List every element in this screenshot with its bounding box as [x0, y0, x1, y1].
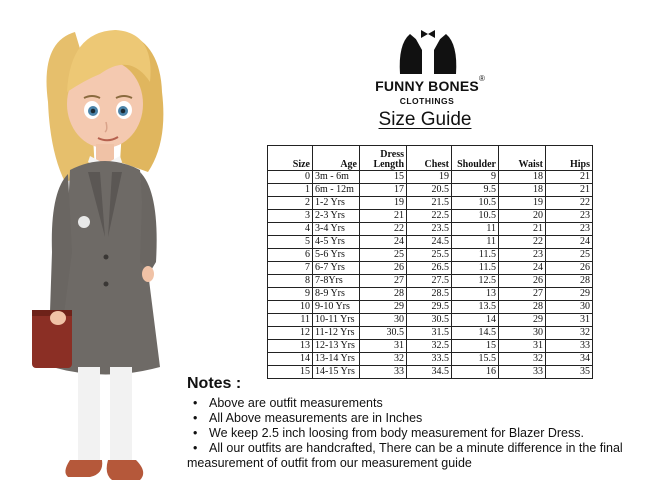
- table-cell: 12-13 Yrs: [313, 340, 360, 353]
- table-cell: 33.5: [407, 353, 452, 366]
- table-cell: 14: [268, 353, 313, 366]
- table-row: [268, 353, 593, 366]
- table-cell: 6: [268, 249, 313, 262]
- table-cell: 15.5: [452, 353, 499, 366]
- table-cell: 13: [452, 288, 499, 301]
- table-cell: 25.5: [407, 249, 452, 262]
- table-cell: 7-8Yrs: [313, 275, 360, 288]
- table-cell: 14: [452, 314, 499, 327]
- table-cell: 31: [360, 340, 407, 353]
- table-header-row: [268, 146, 593, 171]
- table-cell: 24: [499, 262, 546, 275]
- table-cell: 1-2 Yrs: [313, 197, 360, 210]
- table-row: [268, 327, 593, 340]
- table-row: [268, 171, 593, 184]
- table-cell: 18: [499, 184, 546, 197]
- table-cell: 17: [360, 184, 407, 197]
- table-cell: 31: [546, 314, 593, 327]
- table-cell: 29.5: [407, 301, 452, 314]
- table-row: [268, 210, 593, 223]
- registered-mark: ®: [479, 74, 485, 83]
- table-cell: 15: [452, 340, 499, 353]
- table-cell: 32: [499, 353, 546, 366]
- table-cell: 30: [499, 327, 546, 340]
- table-cell: 11: [268, 314, 313, 327]
- table-cell: 31.5: [407, 327, 452, 340]
- table-cell: 29: [360, 301, 407, 314]
- table-cell: 35: [546, 366, 593, 379]
- table-row: [268, 197, 593, 210]
- table-cell: 14-15 Yrs: [313, 366, 360, 379]
- table-cell: 28: [360, 288, 407, 301]
- table-cell: 27: [499, 288, 546, 301]
- table-cell: 12: [268, 327, 313, 340]
- table-cell: 23: [546, 223, 593, 236]
- table-cell: 22.5: [407, 210, 452, 223]
- table-cell: 10.5: [452, 210, 499, 223]
- table-cell: 15: [268, 366, 313, 379]
- table-cell: 32.5: [407, 340, 452, 353]
- table-cell: 15: [360, 171, 407, 184]
- table-cell: 33: [546, 340, 593, 353]
- table-cell: 22: [546, 197, 593, 210]
- table-cell: 10.5: [452, 197, 499, 210]
- table-cell: 5-6 Yrs: [313, 249, 360, 262]
- table-cell: 6m - 12m: [313, 184, 360, 197]
- table-row: [268, 366, 593, 379]
- size-chart-table: [267, 145, 593, 379]
- table-cell: 8-9 Yrs: [313, 288, 360, 301]
- girl-in-blazer-illustration: [20, 22, 190, 488]
- table-cell: 13-14 Yrs: [313, 353, 360, 366]
- table-cell: 10-11 Yrs: [313, 314, 360, 327]
- notes-list: [187, 396, 642, 471]
- table-cell: 30.5: [360, 327, 407, 340]
- table-row: [268, 184, 593, 197]
- table-cell: 11.5: [452, 262, 499, 275]
- header-size: Size: [268, 146, 313, 171]
- table-cell: 12.5: [452, 275, 499, 288]
- header-shoulder: Shoulder: [452, 146, 499, 171]
- table-cell: 0: [268, 171, 313, 184]
- table-cell: 9-10 Yrs: [313, 301, 360, 314]
- table-cell: 19: [407, 171, 452, 184]
- table-cell: 6-7 Yrs: [313, 262, 360, 275]
- table-cell: 25: [360, 249, 407, 262]
- header-hips: Hips: [546, 146, 593, 171]
- table-cell: 30: [360, 314, 407, 327]
- table-cell: 8: [268, 275, 313, 288]
- table-row: [268, 275, 593, 288]
- table-cell: 2-3 Yrs: [313, 210, 360, 223]
- table-cell: 28: [546, 275, 593, 288]
- table-cell: 3m - 6m: [313, 171, 360, 184]
- table-cell: 22: [499, 236, 546, 249]
- table-cell: 4: [268, 223, 313, 236]
- table-cell: 19: [360, 197, 407, 210]
- header-chest: Chest: [407, 146, 452, 171]
- table-cell: 19: [499, 197, 546, 210]
- table-cell: 22: [360, 223, 407, 236]
- table-row: [268, 249, 593, 262]
- table-cell: 29: [546, 288, 593, 301]
- table-cell: 25: [546, 249, 593, 262]
- table-cell: 11: [452, 223, 499, 236]
- table-row: [268, 223, 593, 236]
- note-item: • All Above measurements are in Inches: [187, 411, 642, 426]
- table-row: [268, 236, 593, 249]
- table-cell: 16: [452, 366, 499, 379]
- notes-title: Notes :: [187, 375, 242, 392]
- table-cell: 13.5: [452, 301, 499, 314]
- size-chart-body: [268, 171, 593, 379]
- table-cell: 11-12 Yrs: [313, 327, 360, 340]
- table-cell: 27: [360, 275, 407, 288]
- table-cell: 29: [499, 314, 546, 327]
- table-cell: 28: [499, 301, 546, 314]
- funny-bones-logo: [388, 16, 468, 76]
- table-cell: 32: [360, 353, 407, 366]
- table-cell: 20: [499, 210, 546, 223]
- table-cell: 14.5: [452, 327, 499, 340]
- table-cell: 2: [268, 197, 313, 210]
- table-cell: 21: [546, 184, 593, 197]
- table-cell: 26: [499, 275, 546, 288]
- table-cell: 34.5: [407, 366, 452, 379]
- table-cell: 9: [268, 288, 313, 301]
- table-cell: 9: [452, 171, 499, 184]
- table-cell: 31: [499, 340, 546, 353]
- table-cell: 21: [499, 223, 546, 236]
- table-cell: 32: [546, 327, 593, 340]
- table-cell: 24.5: [407, 236, 452, 249]
- table-cell: 5: [268, 236, 313, 249]
- table-cell: 21.5: [407, 197, 452, 210]
- table-cell: 9.5: [452, 184, 499, 197]
- table-cell: 21: [360, 210, 407, 223]
- table-cell: 33: [499, 366, 546, 379]
- table-cell: 3-4 Yrs: [313, 223, 360, 236]
- table-cell: 13: [268, 340, 313, 353]
- table-cell: 1: [268, 184, 313, 197]
- table-cell: 30: [546, 301, 593, 314]
- table-cell: 26: [546, 262, 593, 275]
- table-cell: 28.5: [407, 288, 452, 301]
- header-age: Age: [313, 146, 360, 171]
- table-cell: 11.5: [452, 249, 499, 262]
- table-cell: 33: [360, 366, 407, 379]
- table-cell: 24: [360, 236, 407, 249]
- table-cell: 10: [268, 301, 313, 314]
- table-cell: 26.5: [407, 262, 452, 275]
- table-cell: 3: [268, 210, 313, 223]
- table-cell: 23: [546, 210, 593, 223]
- table-cell: 34: [546, 353, 593, 366]
- table-cell: 30.5: [407, 314, 452, 327]
- note-item: • Above are outfit measurements: [187, 396, 642, 411]
- table-cell: 24: [546, 236, 593, 249]
- table-cell: 27.5: [407, 275, 452, 288]
- note-item: • We keep 2.5 inch loosing from body measurement for Blazer Dress.: [187, 426, 642, 441]
- table-cell: 18: [499, 171, 546, 184]
- table-row: [268, 262, 593, 275]
- table-cell: 23: [499, 249, 546, 262]
- table-row: [268, 301, 593, 314]
- table-cell: 21: [546, 171, 593, 184]
- table-cell: 23.5: [407, 223, 452, 236]
- table-cell: 26: [360, 262, 407, 275]
- header-waist: Waist: [499, 146, 546, 171]
- table-cell: 11: [452, 236, 499, 249]
- table-row: [268, 314, 593, 327]
- header-dress-length: Dress Length: [360, 146, 407, 171]
- table-cell: 20.5: [407, 184, 452, 197]
- table-row: [268, 340, 593, 353]
- brand-name: FUNNY BONES: [375, 78, 479, 94]
- table-row: [268, 288, 593, 301]
- table-cell: 7: [268, 262, 313, 275]
- table-cell: 4-5 Yrs: [313, 236, 360, 249]
- brand-subtitle: CLOTHINGS: [399, 96, 455, 106]
- note-item: • All our outfits are handcrafted, There can be a minute difference in the final measurement of outfit from our measurement guide: [187, 441, 642, 471]
- page-title: Size Guide: [378, 109, 472, 130]
